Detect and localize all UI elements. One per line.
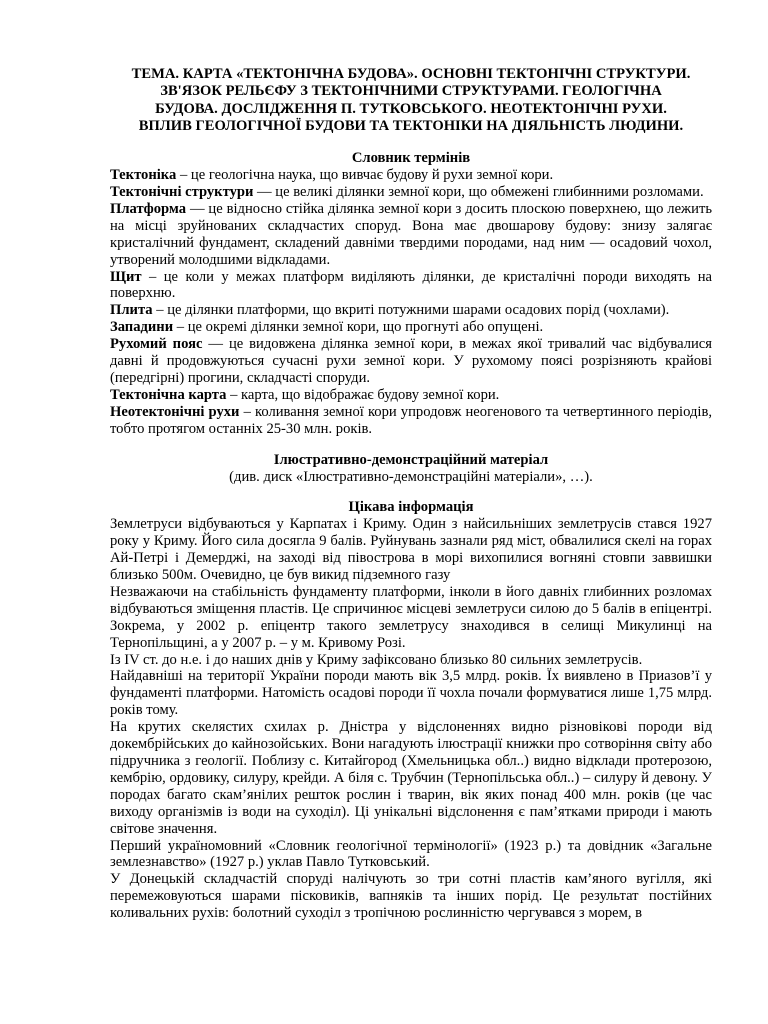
interesting-section	[110, 499, 712, 922]
illustrative-section	[110, 452, 712, 486]
glossary-term: Тектонічна карта	[110, 386, 227, 403]
glossary-term: Тектоніка	[110, 167, 177, 184]
glossary-definition: – це ділянки платформи, що вкриті потужними шарами осадових порід (чохлами).	[152, 302, 670, 319]
glossary-entry	[110, 404, 712, 438]
glossary-entry	[110, 336, 712, 387]
glossary-definition: – це геологічна наука, що вивчає будову й рухи земної кори.	[176, 167, 554, 184]
info-paragraph: Землетруси відбуваються у Карпатах і Криму. Один з найсильніших землетрусів стався 1927 року у Криму. Його сила досягла 9 балів. Руйнувань зазнали ряд міст, обвалилися скелі на горах Ай-Петрі і Демерджі, на заході від півострова в морі вихопилися вогняні стовпи заввишки близько 500м. Очевидно, це був викид підземного газу	[110, 516, 712, 584]
glossary-entry	[110, 387, 712, 404]
glossary-term: Плита	[110, 302, 153, 319]
info-paragraph: На крутих скелястих схилах р. Дністра у відслоненнях видно різновікові породи від докембрійських до кайнозойських. Вони нагадують ілюстрації книжки про сотворіння світу або підручника з геології. Поблизу с. Китайгород (Хмельницька обл..) видно відклади протерозою, кембрію, ордовику, силуру, крейди. А біля с. Трубчин (Тернопільська обл..) – силуру й девону. У породах багато скам’янілих решток рослин і тварин, вік яких понад 400 млн. років (це час виходу організмів із води на суходіл). Ці унікальні відслонення є пам’ятками природи і мають світове значення.	[110, 719, 712, 837]
glossary-section	[110, 150, 712, 437]
glossary-entry	[110, 319, 712, 336]
glossary-term: Западини	[110, 319, 174, 336]
glossary-heading: Словник термінів	[351, 150, 471, 167]
title-line: ВПЛИВ ГЕОЛОГІЧНОЇ БУДОВИ ТА ТЕКТОНІКИ НА ДІЯЛЬНІСТЬ ЛЮДИНИ.	[138, 117, 684, 134]
glossary-definition: – коливання земної кори упродовж неогенового та четвертинного періодів, тобто протягом останніх 25-30 млн. років.	[110, 403, 712, 437]
info-paragraph: Найдавніші на території України породи мають вік 3,5 млрд. років. Їх виявлено в Приазов’ї у фундаменті платформи. Натомість осадові породи її чохла почали формуватися лише 1,75 млрд. років тому.	[110, 668, 712, 719]
info-paragraph: Із IV ст. до н.е. і до наших днів у Криму зафіксовано близько 80 сильних землетрусів.	[110, 651, 643, 668]
glossary-definition: — це відносно стійка ділянка земної кори з досить плоскою поверхнею, що лежить на місці зруйнованих складчастих споруд. Вона має двошарову будову: знизу залягає кристалічний фундамент, складений давніми твердими породами, над ним — осадовий чохол, утворений молодшими відкладами.	[110, 200, 712, 268]
glossary-definition: – карта, що відображає будову земної кори.	[226, 386, 500, 403]
glossary-entry	[110, 167, 712, 184]
glossary-definition: — це великі ділянки земної кори, що обмежені глибинними розломами.	[253, 184, 704, 200]
glossary-definition: — це видовжена ділянка земної кори, в межах якої тривалий час відбувалися давні й продовжуються сучасні рухи земної кори. У рухомому поясі розрізняють крайові (передгірні) прогини, складчасті споруди.	[110, 336, 712, 386]
title-line: ЗВ'ЯЗОК РЕЛЬЄФУ З ТЕКТОНІЧНИМИ СТРУКТУРАМИ. ГЕОЛОГІЧНА	[160, 83, 662, 100]
glossary-entry	[110, 302, 712, 319]
glossary-term: Платформа	[110, 200, 187, 217]
glossary-entry	[110, 201, 712, 269]
glossary-definition: – це окремі ділянки земної кори, що прогнуті або опущені.	[173, 319, 544, 336]
title-line: ТЕМА. КАРТА «ТЕКТОНІЧНА БУДОВА». ОСНОВНІ ТЕКТОНІЧНІ СТРУКТУРИ.	[131, 66, 691, 82]
glossary-entry	[110, 269, 712, 303]
glossary-term: Щит	[110, 268, 142, 285]
title-line: БУДОВА. ДОСЛІДЖЕННЯ П. ТУТКОВСЬКОГО. НЕОТЕКТОНІЧНІ РУХИ.	[155, 100, 667, 117]
glossary-definition: – це коли у межах платформ виділяють ділянки, де кристалічні породи виходять на поверхню.	[110, 268, 712, 302]
info-paragraph: У Донецькій складчастій споруді налічують зо три сотні пластів кам’яного вугілля, які перемежовуються шарами пісковиків, вапняків та інших порід. Це результат постійних коливальних рухів: болотний суходіл з тропічною рослинністю чергувався з морем, в	[110, 871, 712, 922]
info-paragraph: Незважаючи на стабільність фундаменту платформи, інколи в його давніх глибинних розломах відбуваються зміщення пластів. Це спричинює місцеві землетруси силою до 5 балів в епіцентрі. Зокрема, у 2002 р. епіцентр такого землетрусу знаходився в селищі Микулинці на Тернопільщині, а у 2007 р. – у м. Кривому Розі.	[110, 583, 712, 651]
info-paragraph: Перший україномовний «Словник геологічної термінології» (1923 р.) та довідник «Загальне землезнавство» (1927 р.) уклав Павло Тутковський.	[110, 837, 712, 871]
illustrative-note: (див. диск «Ілюстративно-демонстраційні матеріали», …).	[229, 468, 593, 485]
document-title	[110, 66, 712, 135]
glossary-term: Рухомий пояс	[110, 336, 203, 353]
glossary-term: Тектонічні структури	[110, 184, 254, 200]
glossary-term: Неотектонічні рухи	[110, 403, 240, 420]
interesting-heading: Цікава інформація	[348, 499, 474, 516]
glossary-entry	[110, 184, 712, 201]
illustrative-heading: Ілюстративно-демонстраційний матеріал	[273, 451, 549, 468]
